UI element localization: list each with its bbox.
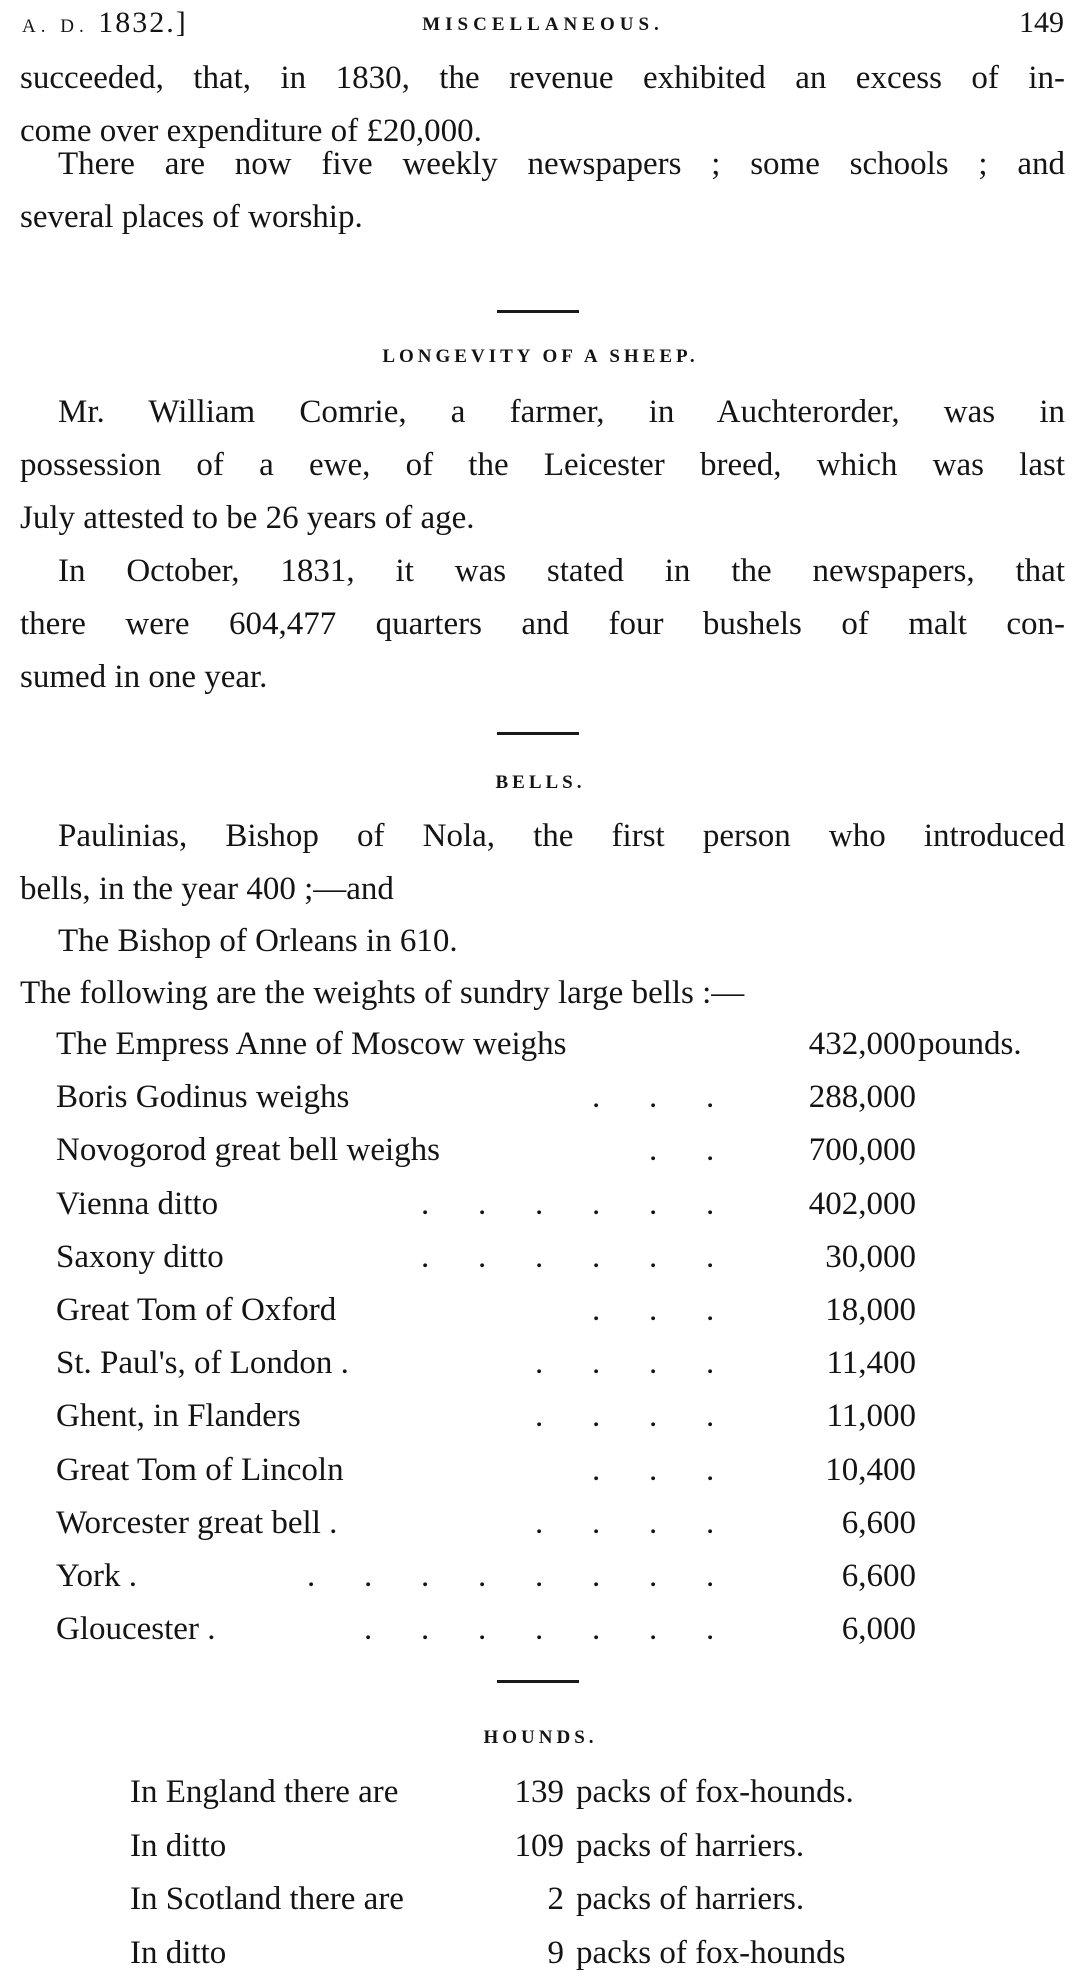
leader-dot: .: [649, 1345, 658, 1382]
bell-row: [56, 1284, 1056, 1336]
leader-dot: .: [649, 1079, 658, 1116]
hound-row: [130, 1873, 1050, 1925]
leader-dot: .: [478, 1611, 487, 1648]
leader-dot: .: [592, 1238, 601, 1275]
bell-name: Great Tom of Lincoln: [56, 1451, 344, 1488]
weight-unit: pounds.: [918, 1026, 1022, 1062]
leader-dot: .: [706, 1398, 715, 1435]
leader-dot: .: [592, 1398, 601, 1435]
bell-row: [56, 1603, 1056, 1655]
leader-dot: .: [706, 1132, 715, 1169]
bell-row: [56, 1550, 1056, 1602]
bell-weight: 30,000: [825, 1238, 916, 1275]
hound-region: In Scotland there are: [130, 1881, 404, 1917]
leader-dot: .: [706, 1292, 715, 1328]
leader-dot: .: [706, 1504, 715, 1541]
bell-name: Saxony ditto: [56, 1238, 224, 1275]
leader-dot: .: [649, 1504, 658, 1541]
hound-count: 109: [514, 1827, 564, 1864]
leader-dot: .: [649, 1185, 658, 1222]
leader-dot: .: [478, 1558, 487, 1594]
leader-dots: [56, 1603, 756, 1655]
header-title: MISCELLANEOUS.: [422, 14, 664, 35]
text-line: July attested to be 26 years of age.: [20, 500, 475, 536]
hound-row: [130, 1927, 1050, 1979]
leader-dots: [56, 1337, 756, 1389]
year-prefix: A. D.: [22, 16, 89, 37]
text-line: Mr. William Comrie, a farmer, in Auchterorder, was in: [58, 394, 1065, 430]
bell-row: [56, 1178, 1056, 1230]
leader-dot: .: [535, 1238, 544, 1275]
leader-dot: .: [535, 1504, 544, 1541]
bell-name: Ghent, in Flanders: [56, 1398, 301, 1435]
bell-weight: 11,400: [826, 1345, 916, 1382]
leader-dot: .: [592, 1345, 601, 1382]
bell-weight: 402,000: [808, 1185, 916, 1222]
text-line: bells, in the year 400 ;—and: [20, 871, 394, 907]
leader-dot: .: [535, 1345, 544, 1382]
section-title-sheep: LONGEVITY OF A SHEEP.: [382, 346, 699, 367]
bell-name: Vienna ditto: [56, 1185, 219, 1222]
leader-dot: .: [421, 1611, 430, 1648]
leader-dot: .: [535, 1611, 544, 1648]
text-line: possession of a ewe, of the Leicester breed, which was last: [20, 447, 1065, 483]
leader-dot: .: [649, 1398, 658, 1435]
hound-count: 2: [547, 1881, 564, 1917]
leader-dot: .: [706, 1345, 715, 1382]
leader-dots: [56, 1284, 756, 1336]
leader-dot: .: [535, 1398, 544, 1435]
bell-row: [56, 1071, 1056, 1123]
leader-dot: .: [421, 1558, 430, 1594]
section-rule: [497, 1680, 579, 1683]
section-rule: [497, 310, 579, 313]
text-line: The following are the weights of sundry large bells :—: [20, 975, 745, 1011]
leader-dot: .: [649, 1132, 658, 1169]
bell-name: Worcester great bell .: [56, 1504, 338, 1541]
leader-dot: .: [649, 1451, 658, 1488]
leader-dot: .: [592, 1504, 601, 1541]
intro-paragraph-2: [20, 138, 1065, 244]
leader-dots: [56, 1550, 756, 1602]
bell-weight: 6,600: [841, 1504, 916, 1541]
bell-row: [56, 1337, 1056, 1389]
leader-dot: .: [307, 1558, 316, 1594]
leader-dot: .: [592, 1451, 601, 1488]
text-line: several places of worship.: [20, 199, 363, 235]
bell-row: [56, 1444, 1056, 1496]
leader-dot: .: [421, 1238, 430, 1275]
leader-dot: .: [706, 1451, 715, 1488]
leader-dot: .: [706, 1611, 715, 1648]
bell-name: Gloucester .: [56, 1611, 216, 1648]
text-line: The Bishop of Orleans in 610.: [58, 923, 458, 959]
leader-dots: [56, 1231, 756, 1283]
leader-dot: .: [706, 1558, 715, 1594]
hound-row: [130, 1820, 1050, 1872]
hound-row: [130, 1766, 1050, 1818]
bell-weight: 18,000: [825, 1292, 916, 1328]
page-number: 149: [1019, 6, 1064, 39]
bells-paragraph-3: [20, 967, 1065, 1020]
hound-region: In ditto: [130, 1934, 227, 1971]
bell-name: The Empress Anne of Moscow weighs: [56, 1026, 567, 1062]
leader-dots: [56, 1071, 756, 1123]
hound-count: 139: [514, 1774, 564, 1810]
bell-weight: 10,400: [825, 1451, 916, 1488]
leader-dot: .: [364, 1558, 373, 1594]
text-line: sumed in one year.: [20, 659, 268, 695]
bell-row: [56, 1018, 1056, 1070]
hound-region: In ditto: [130, 1827, 227, 1864]
leader-dot: .: [478, 1185, 487, 1222]
bell-row: [56, 1497, 1056, 1549]
text-line: Paulinias, Bishop of Nola, the first person who introduced: [58, 818, 1065, 854]
bell-row: [56, 1390, 1056, 1442]
leader-dots: [56, 1497, 756, 1549]
text-line: There are now five weekly newspapers ; some schools ; and: [58, 146, 1065, 182]
leader-dot: .: [592, 1558, 601, 1594]
leader-dots: [56, 1390, 756, 1442]
bell-weight: 700,000: [808, 1132, 916, 1169]
section-title-hounds: HOUNDS.: [483, 1727, 598, 1748]
text-line: In October, 1831, it was stated in the newspapers, that: [58, 553, 1065, 589]
section-rule: [497, 732, 579, 735]
leader-dot: .: [706, 1238, 715, 1275]
leader-dot: .: [649, 1611, 658, 1648]
bells-paragraph-1: [20, 810, 1065, 916]
bell-weight: 11,000: [826, 1398, 916, 1435]
hound-description: packs of harriers.: [576, 1827, 805, 1864]
bell-name: St. Paul's, of London .: [56, 1345, 349, 1382]
hound-region: In England there are: [130, 1774, 399, 1810]
bell-name: Great Tom of Oxford: [56, 1292, 337, 1328]
text-line: come over expenditure of £20,000.: [20, 113, 482, 149]
leader-dot: .: [478, 1238, 487, 1275]
leader-dot: .: [592, 1611, 601, 1648]
leader-dots: [56, 1178, 756, 1230]
section-title-bells: BELLS.: [495, 772, 586, 793]
leader-dot: .: [535, 1185, 544, 1222]
leader-dot: .: [706, 1185, 715, 1222]
bell-name: Novogorod great bell weighs: [56, 1132, 440, 1169]
bell-weight: 6,000: [841, 1611, 916, 1648]
leader-dot: .: [649, 1558, 658, 1594]
bell-name: York .: [56, 1558, 138, 1594]
hound-count: 9: [547, 1934, 564, 1971]
bells-paragraph-2: [20, 915, 1065, 968]
leader-dot: .: [592, 1079, 601, 1116]
text-line: succeeded, that, in 1830, the revenue exhibited an excess of in-: [20, 60, 1065, 96]
sheep-paragraph-2: [20, 545, 1065, 704]
leader-dots: [56, 1124, 756, 1176]
sheep-paragraph-1: [20, 386, 1065, 545]
hound-description: packs of harriers.: [576, 1881, 805, 1917]
bell-weight: 432,000: [808, 1026, 916, 1062]
leader-dot: .: [592, 1292, 601, 1328]
bell-name: Boris Godinus weighs: [56, 1079, 350, 1116]
leader-dot: .: [649, 1292, 658, 1328]
bell-row: [56, 1124, 1056, 1176]
leader-dot: .: [706, 1079, 715, 1116]
text-line: there were 604,477 quarters and four bushels of malt con-: [20, 606, 1065, 642]
leader-dots: [56, 1018, 756, 1070]
bell-weight: 6,600: [841, 1558, 916, 1594]
running-header: [22, 6, 1064, 46]
bell-row: [56, 1231, 1056, 1283]
hound-description: packs of fox-hounds.: [576, 1774, 854, 1810]
leader-dot: .: [592, 1185, 601, 1222]
year-value: 1832.]: [98, 6, 188, 39]
leader-dot: .: [649, 1238, 658, 1275]
leader-dots: [56, 1444, 756, 1496]
leader-dot: .: [421, 1185, 430, 1222]
leader-dot: .: [364, 1611, 373, 1648]
bell-weight: 288,000: [808, 1079, 916, 1116]
leader-dot: .: [535, 1558, 544, 1594]
hound-description: packs of fox-hounds: [576, 1934, 846, 1971]
